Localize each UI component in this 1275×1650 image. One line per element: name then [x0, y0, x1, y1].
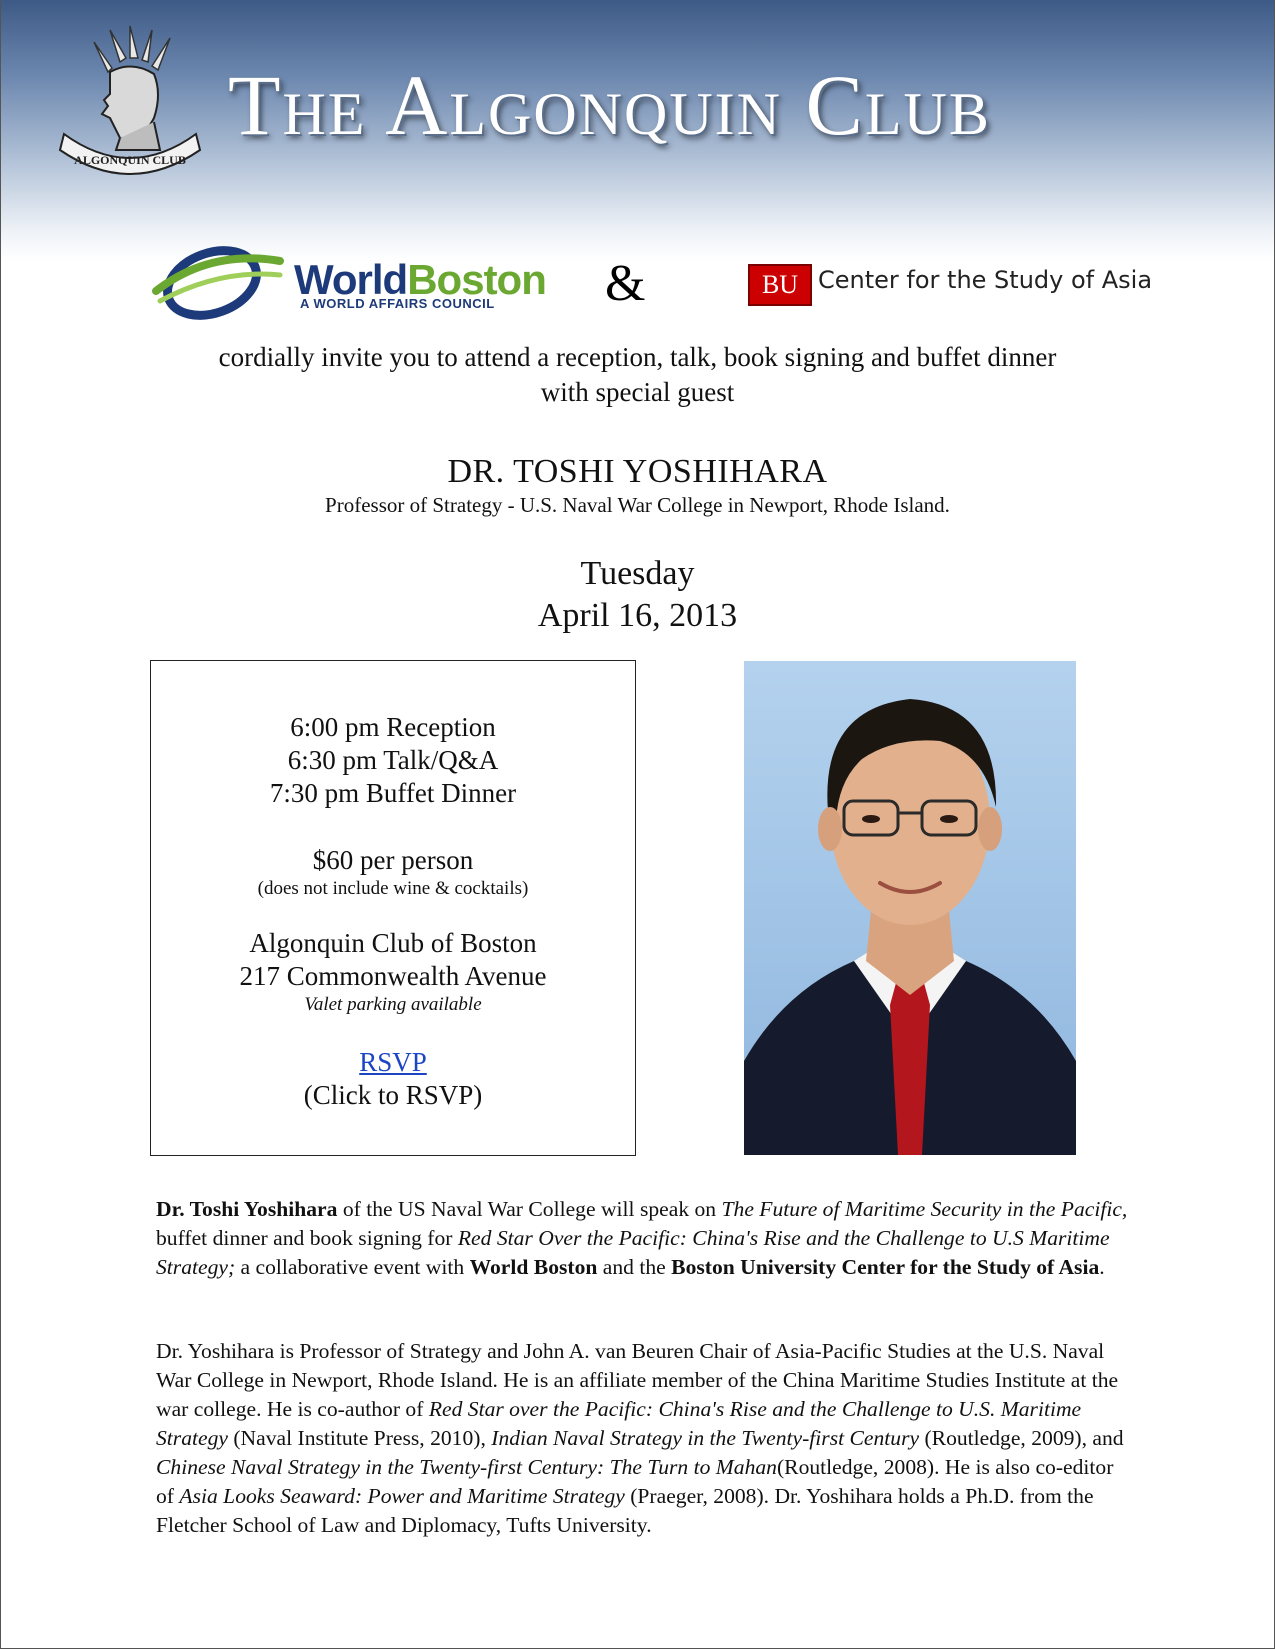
bio-book-4: Asia Looks Seaward: Power and Maritime Strategy	[179, 1484, 625, 1508]
seal-text: ALGONQUIN CLUB	[74, 153, 186, 167]
schedule-item-reception: 6:00 pm Reception	[290, 712, 496, 742]
bio-text-1: Dr. Yoshihara is Professor of Strategy and John A. van Beuren Chair of Asia-Pacific Studies at the U.S. Naval War College in Newport, Rhode Island. He is an affiliate member of the China Maritime Studies Institute at the war college. He is co-author of	[156, 1339, 1119, 1421]
price-note: (does not include wine & cocktails)	[257, 878, 529, 899]
bu-badge-logo: BU	[748, 264, 812, 306]
intro-text-3: a collaborative event with	[235, 1255, 470, 1279]
schedule-item-dinner: 7:30 pm Buffet Dinner	[269, 778, 517, 808]
bio-text-3: (Routledge, 2009), and	[919, 1426, 1124, 1450]
invitation-line-1: cordially invite you to attend a reception, talk, book signing and buffet dinner	[218, 342, 1057, 372]
event-date: April 16, 2013	[537, 597, 738, 634]
worldboston-part1: World	[294, 256, 408, 303]
bio-book-3: Chinese Naval Strategy in the Twenty-first Century: The Turn to Mahan	[156, 1455, 777, 1479]
rsvp-hint: (Click to RSVP)	[303, 1080, 483, 1110]
bio-book-1: Red Star over the Pacific: China's Rise and the Challenge to U.S. Maritime Strategy	[156, 1397, 1082, 1450]
book-title: Red Star Over the Pacific: China's Rise and the Challenge to U.S Maritime Strategy;	[156, 1226, 1110, 1279]
bu-center-name: Center for the Study of Asia	[818, 266, 1153, 294]
bio-book-2: Indian Naval Strategy in the Twenty-first Century	[491, 1426, 920, 1450]
invitation-text	[0, 340, 1275, 410]
worldboston-part2: Boston	[407, 256, 546, 303]
invitation-line-2: with special guest	[540, 377, 735, 407]
intro-speaker-name: Dr. Toshi Yoshihara	[156, 1197, 338, 1221]
rsvp-link[interactable]: RSVP	[359, 1047, 427, 1077]
intro-text-5: .	[1099, 1255, 1105, 1279]
intro-text-2: buffet dinner and book signing for	[156, 1226, 458, 1250]
partner-worldboston: World Boston	[469, 1255, 598, 1279]
bio-paragraph	[156, 1337, 1136, 1540]
sponsor-ampersand: &	[605, 255, 646, 312]
bio-text-4: (Routledge, 2008). He is also co-editor of	[156, 1455, 1114, 1508]
intro-text-4: and the	[597, 1255, 672, 1279]
worldboston-tagline: A WORLD AFFAIRS COUNCIL	[300, 296, 495, 311]
bio-text-2: (Naval Institute Press, 2010),	[227, 1426, 492, 1450]
guest-name: DR. TOSHI YOSHIHARA	[447, 453, 828, 490]
club-title: The Algonquin Club	[228, 57, 991, 153]
price: $60 per person	[312, 845, 474, 875]
bio-text-5: (Praeger, 2008). Dr. Yoshihara holds a Ph.D. from the Fletcher School of Law and Diplomacy, Tufts University.	[156, 1484, 1094, 1537]
partner-bu-center: Boston University Center for the Study of Asia	[671, 1255, 1100, 1279]
talk-title: The Future of Maritime Security in the Pacific,	[721, 1197, 1128, 1221]
venue-name: Algonquin Club of Boston	[249, 928, 537, 958]
schedule-item-talk: 6:30 pm Talk/Q&A	[287, 745, 499, 775]
intro-paragraph	[156, 1195, 1136, 1282]
speaker-photo	[744, 661, 1076, 1155]
event-day: Tuesday	[580, 555, 695, 592]
guest-role: Professor of Strategy - U.S. Naval War College in Newport, Rhode Island.	[325, 493, 950, 517]
schedule-box	[150, 660, 636, 1156]
parking-note: Valet parking available	[304, 994, 482, 1015]
intro-text-1: of the US Naval War College will speak on	[337, 1197, 722, 1221]
venue-address: 217 Commonwealth Avenue	[239, 961, 547, 991]
